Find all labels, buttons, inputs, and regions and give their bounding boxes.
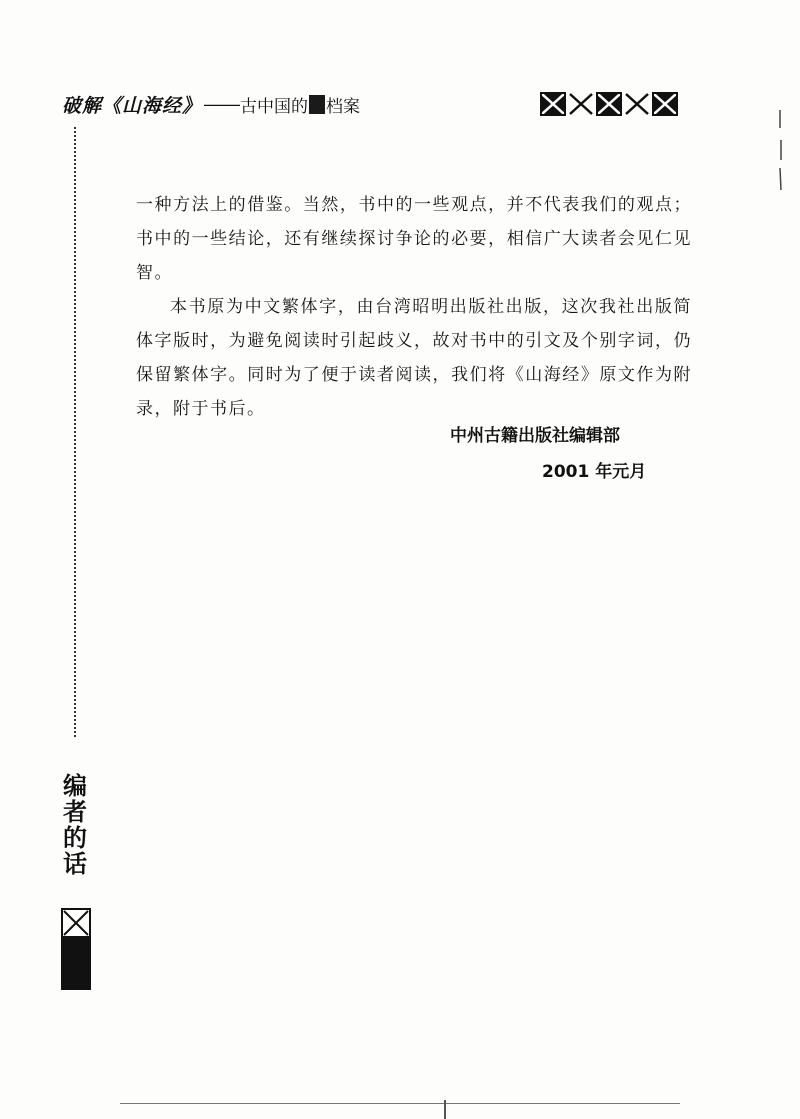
x-box-icon bbox=[61, 908, 91, 938]
side-tab-char: 编 bbox=[63, 772, 87, 800]
filled-x-box-icon bbox=[596, 92, 622, 116]
side-marker bbox=[61, 908, 91, 990]
x-icon bbox=[624, 92, 650, 116]
filled-x-box-icon bbox=[540, 92, 566, 116]
header-ornament bbox=[540, 92, 678, 116]
title-dash: —— bbox=[204, 93, 241, 114]
book-subtitle-end: 档案 bbox=[326, 96, 361, 117]
body-text bbox=[136, 188, 692, 426]
scan-bottom-tick bbox=[444, 1100, 446, 1119]
publisher-name: 中州古籍出版社编辑部 bbox=[450, 426, 620, 446]
margin-dotted-rule bbox=[74, 127, 76, 737]
side-tab-char: 话 bbox=[63, 850, 87, 878]
book-subtitle-start: 古中国的 bbox=[240, 96, 309, 117]
side-tab-char: 的 bbox=[63, 824, 87, 852]
x-icon bbox=[568, 92, 594, 116]
section-side-tab bbox=[61, 773, 89, 877]
obscured-character bbox=[309, 95, 325, 114]
filled-block bbox=[61, 938, 91, 990]
scan-bottom-line bbox=[120, 1103, 680, 1104]
scan-edge-mark bbox=[779, 110, 782, 190]
signature-block bbox=[450, 418, 690, 490]
running-header bbox=[62, 88, 360, 120]
side-tab-char: 者 bbox=[63, 798, 87, 826]
paragraph: 本书原为中文繁体字，由台湾昭明出版社出版，这次我社出版简体字版时，为避免阅读时引起歧义，故对书中的引文及个别字词，仍保留繁体字。同时为了便于读者阅读，我们将《山海经》原文作为附录，附于书后。 bbox=[136, 297, 692, 419]
publication-date: 2001 年元月 bbox=[542, 462, 647, 482]
filled-x-box-icon bbox=[652, 92, 678, 116]
paragraph: 一种方法上的借鉴。当然，书中的一些观点，并不代表我们的观点；书中的一些结论，还有继续探讨争论的必要，相信广大读者会见仁见智。 bbox=[136, 195, 692, 283]
book-title: 破解《山海经》 bbox=[62, 94, 203, 117]
